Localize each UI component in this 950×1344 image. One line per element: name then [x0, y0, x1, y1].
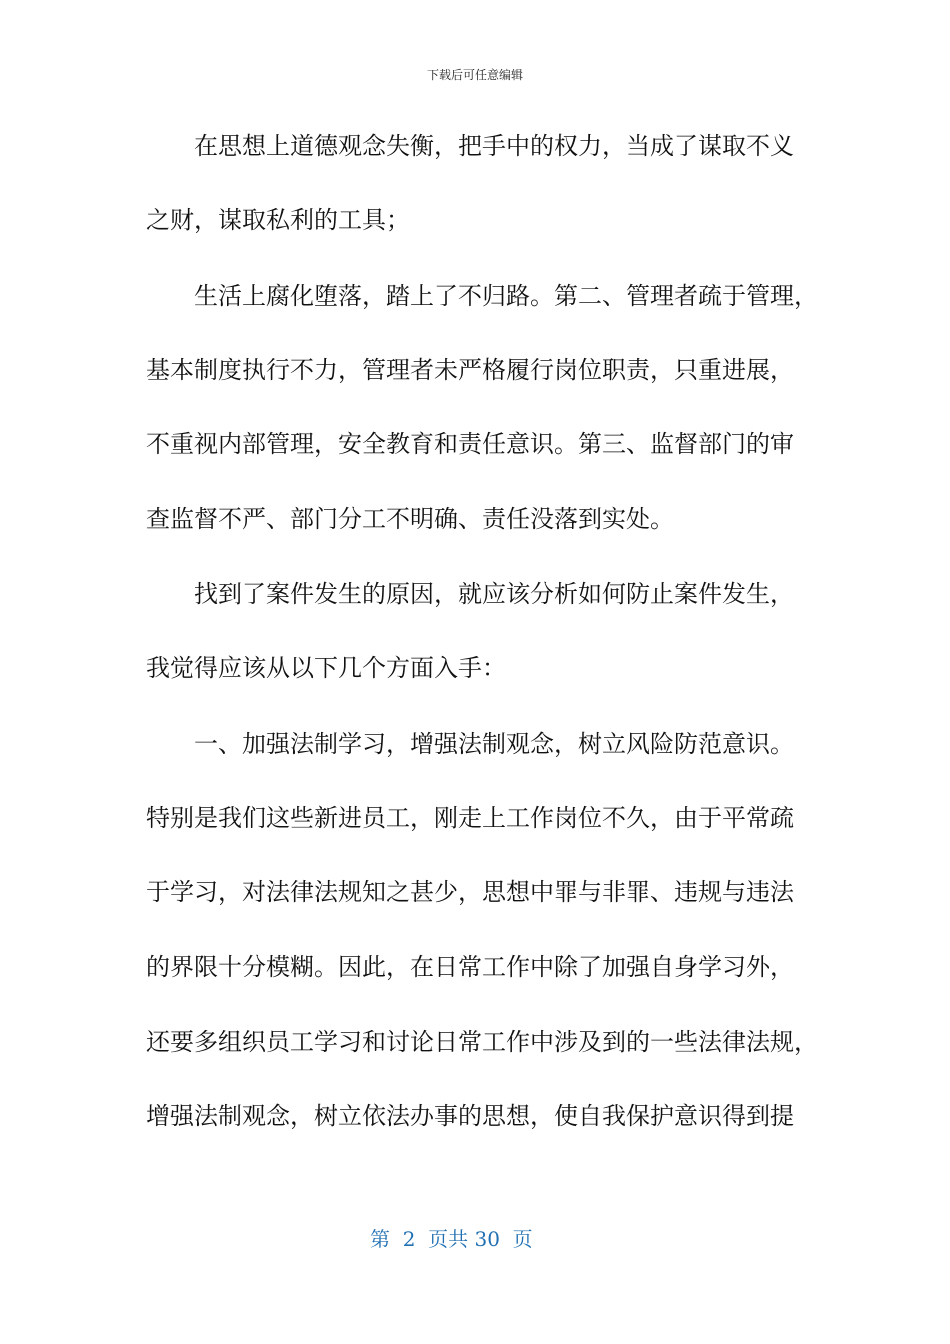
body-text-line: 一、加强法制学习，增强法制观念，树立风险防范意识。 [194, 730, 794, 758]
body-text-line: 还要多组织员工学习和讨论日常工作中涉及到的一些法律法规， [146, 1028, 818, 1056]
body-text-line: 不重视内部管理，安全教育和责任意识。第三、监督部门的审 [146, 430, 794, 458]
body-text-line: 在思想上道德观念失衡，把手中的权力，当成了谋取不义 [194, 132, 794, 160]
body-text-line: 查监督不严、部门分工不明确、责任没落到实处。 [146, 505, 674, 533]
body-text-line: 基本制度执行不力，管理者未严格履行岗位职责，只重进展， [146, 356, 794, 384]
body-text-line: 于学习，对法律法规知之甚少，思想中罪与非罪、违规与违法 [146, 878, 794, 906]
body-text-line: 之财，谋取私利的工具； [146, 206, 410, 234]
body-text-line: 生活上腐化堕落，踏上了不归路。第二、管理者疏于管理， [194, 282, 818, 310]
body-text-line: 特别是我们这些新进员工，刚走上工作岗位不久，由于平常疏 [146, 804, 794, 832]
body-text-line: 增强法制观念，树立依法办事的思想，使自我保护意识得到提 [146, 1102, 794, 1130]
body-text-line: 的界限十分模糊。因此，在日常工作中除了加强自身学习外， [146, 953, 794, 981]
body-text-line: 找到了案件发生的原因，就应该分析如何防止案件发生， [194, 580, 794, 608]
body-text-line: 我觉得应该从以下几个方面入手： [146, 654, 506, 682]
page-number-footer: 第 2 页共 30 页 [370, 1227, 533, 1251]
page-header: 下载后可任意编辑 [426, 68, 523, 82]
